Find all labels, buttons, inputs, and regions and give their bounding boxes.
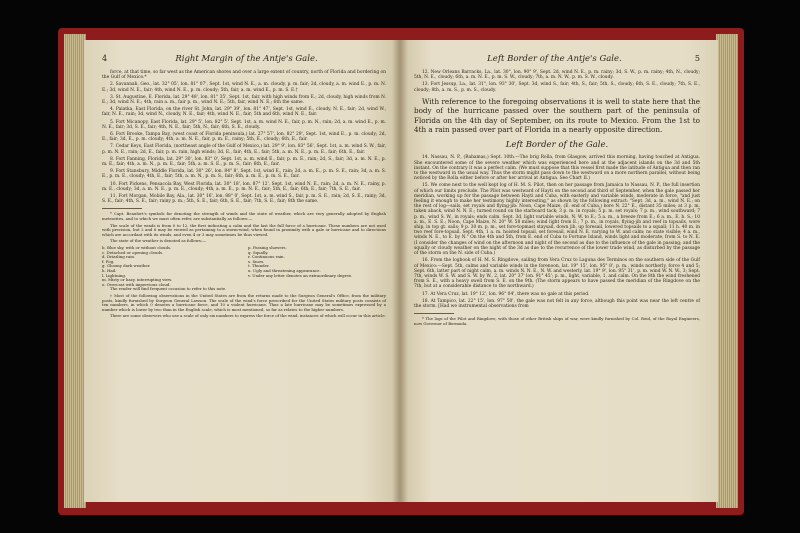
right-body-top [414,70,700,93]
symbol-item: c. Detached or opening clouds. [102,249,164,255]
left-page-number: 4 [102,54,108,63]
symbol-item: v. Under any letter denotes an extraordinary degree. [248,272,353,278]
paragraph: 17. At Vera Cruz, lat. 19° 12', lon. 96° 04', there was no gale at this period. [422,291,590,297]
footnote-intro: * Capt. Beaufort's symbols for denoting the strength of winds and the state of weather, which are very generally adopted by English meteorites, and to which we must often refer, are substantially as follows:— [102,211,386,222]
paragraph: force, at that time, so far west as the American shores and over a large extent of country, north of Florida and bordering on the Gulf of Mexico.* [102,70,387,81]
right-running-title: Left Border of the Antje's Gale. [487,54,622,64]
paragraph: 18. At Tampico, lat. 22° 15', lon. 97° 50', the gale was not felt in any force, although this point was near the left centre of the storm. [Had we instrumental observations from [414,298,700,309]
symbol-item: o. Overcast with impervious cloud. [102,281,171,287]
paragraph: 4. Palatka, East Florida, on the river St. John, lat. 29° 39', lon. 81° 47', Sept. 1st, wind E., cloudy, N. E., fair; 2d, wind W., fair, N. E., rain; 3d, wind N., cloudy, N. E., fair; 4th, wind N. E., fair; 5th and 6th, wind N. E., fair. [102,107,386,118]
footnote-reader-note: The reader will find frequent occasion to refer to this note. [110,286,227,292]
page-edges-right [716,34,738,508]
book-gutter [392,40,408,502]
symbol-item: r. Continuous rain. [248,254,285,260]
section-title: Left Border of the Gale. [505,140,609,151]
paragraph: 6. Fort Brooke, Tampa Bay, (west coast of Florida peninsula,) lat. 27° 57', lon. 82° 29', Sept. 1st, wind E., p. m. cloudy; 2d, E., fair; 3d, E., p. m. cloudy; 4th, a. m. N. E., fair, p. m. E., rainy; 5th, E., cloudy; 6th, E., fair. [102,132,386,143]
symbol-item: t. Thunder. [248,263,270,269]
page-edges-left [64,34,86,508]
paragraph: 7. Cedar Keys, East Florida, (northeast angle of the Gulf of Mexico,) lat. 29° 9', lon. 83° 56', Sept. 1st, a. m. wind S. W., fair, p. m. N. E., rain; 2d, E., fair, p. m. rain, high winds; 3d, E., fair; 4th, E., fair; 5th, a. m. N. E., p. m. E., fair; 6th, E., fair. [102,144,386,155]
left-body [102,70,386,204]
footnote-scale-note: The scale of the winds is from 0 to 12, the first indicating a calm and the last the full force of a hurricane. These numbers are not used with precision, but 2 and 6 may be viewed as pertaining to a storm-wind, when found in proximity with a gale or hurricane and to directions which are accordant with its winds, and even 4 or 3 may sometimes be thus viewed. [102,222,386,237]
footnote-dagger: † Most of the following observations in the United States are from the returns made to the Surgeon General's Office, from the military posts, kindly furnished by Surgeon General Lawson. The scale of the wind's force prescribed for the United States military posts consists of ten numbers, in which 0 denotes a hurricane force, and 10 a violent hurricane. Thus a late hurricane may be sometimes expressed by a number which is lower by two than in the English scale, which is most mentioned, so far as relates to the higher numbers. [102,292,386,312]
paragraph: 16. From the logbook of H. M. S. Ringdove, sailing from Vera Cruz to Laguna des Terminos on the southern side of the Gulf of Mexico:—Sept. 5th, calms and variable winds in the forenoon, lat. 19° 15', lon. 95° 8', p. m., winds northerly, force 4 and 5; Sept. 6th, latter part of night calm, a. m. winds N. N. E., N. W. and westerly, lat. 19° 9', lon. 95° 31', p. m. wind W. N. W., 3; Sept. 7th, winds W. S. W. and S. W. by W., 2, lat. 20° 37' lon. 91° 45'; p. m., light, variable, 1, and calm. On the 8th the wind freshened from S. E., with a heavy swell from S. E. on the 9th. (The storm appears to have passed the meridian of the Ringdove on the 7th, but at a considerable distance to the northward.) [414,258,701,290]
right-footnote: * The logs of the Pilot and Ringdove, with those of other British ships of war, were kindly furnished by Col. Reid, of the Royal Engineers, now Governor of Bermuda. [414,316,700,326]
symbol-item: m. Misty or hazy, interrupting view. [102,277,173,283]
symbol-item: s. Snow. [248,258,265,264]
right-page-number: 5 [694,54,700,63]
symbol-item: g. Gloomy dark weather. [102,263,151,269]
footnote-symbols-intro: The state of the weather is denoted as follows:— [110,238,207,244]
symbol-item: d. Drizzling rain. [102,254,136,260]
left-running-title: Right Margin of the Antje's Gale. [175,54,318,64]
symbol-item: q. Squally. [248,249,269,255]
left-running-head [102,54,386,64]
symbol-item: f. Fog. [102,258,115,264]
symbol-item: p. Passing showers. [248,245,287,251]
weather-symbols [102,246,386,287]
paragraph: 8. Fort Fanning, Florida, lat. 29° 30', lon. 83° 0', Sept. 1st, a. m. wind E., fair, p. m. E., rain; 2d, S., fair; 3d, a. m. N. E., p. m. E., fair; 4th, a. m. N., p. m. E., fair; 5th, a. m. S. E., p. m. S., fair; 6th, E., fair. [102,156,386,168]
symbol-item: u. Ugly and threatening appearance. [248,268,321,273]
symbol-item: l. Lightning. [102,272,127,278]
paragraph: 12. New Orleans Barracks, La., lat. 30°, lon. 90° 9', Sept. 2d, wind N. E., p. m. rainy; 3d, S. W., p. m. rainy; 4th, N., cloudy; 5th, N. E., cloudy; 6th, a. m. N. E., p. m. S. W., cloudy; 7th, a. m. N. W., p. m. S. W., cloudy. [414,70,700,81]
footnote-last: There are some observers who use a scale of only six numbers to express the force of the wind, instances of which will occur in this article. [110,313,386,319]
paragraph: 14. Nassau, N. P., (Bahamas,) Sept. 10th.—The brig Rolla, from Glasgow, arrived this morning, having touched at Antigua. She encountered some of the severe weather which was experienced here and at the adjacent islands on the 3d and 5th instant. On the contrary it was a perfect calm. (We must suppose that this vessel first made the latitude of Antigua and then ran to the westward in the usual way. Thus the storm might pass down to the westward on a more northern parallel, without being noticed by the Rolla either before or after her arrival at Antigua. See Chart II.) [414,155,700,182]
left-page [84,40,400,502]
symbol-item: b. Blue sky, with or without clouds. [102,245,172,251]
highlight-paragraph: With reference to the foregoing observations it is well to state here that the body of the hurricane passed over the southern part of the peninsula of Florida on the 4th day of September, on its route to Mexico. From the 1st to 4th a rain passed over part of Florida in a nearly opposite direction. [414,96,700,135]
paragraph: 15. We come next to the well kept log of H. M. S. Pilot, then on her passage from Jamaica to Nassau, N. P., the full insertion of which our limits preclude. The Pilot was westward of Hayti on the second and third of September, when the gale passed her meridian, working up for the passage between Hayti and Cuba, with easterly and variable winds, moderate in force, "and just feeling it enough to make her testimony highly interesting," as shown by the following extract: "Sept. 3d, a. m., wind N. E.; on the rest of log—sails, set royals and flying-jib: Noon, Cape Maize, (E. end of Cuba,) bore N. 22° E., distant 35 miles; at 3 p. m. taken aback, wind N. N. E.; turned round on the starboard tack; 3 p. m. in royals; 5 p. m. set royals; 7 p. m., wind southward; 7 p. m., wind S. W., in royals; ends calm. Sept. 3d, light variable winds, N. W. to E.; 5 a. m., a breeze from E.; 6 a. m., E. b. S.; 10 a. m., E. S. E.; Noon, Cape Maize, N. 20° W. 58 miles; wind light from E.; 7 p. m., in royals, flying-jib and reef in topsails, wore ship, in top gt. sails; 9 p. 30 m. p. m., set fore-topmast staysail, down jib, up foresail, lowered topsails to a squall; 11 h. 40 m. in two reef fore-topsail. Sept. 4th, 1 a. m. hoisted topsail, set foresail, wind N. E. varying to W. and calm; no state visible; 4 a. m., winds N. E., to E. by N." On the 4th and 5th, from E. end of Cuba to Fortune Island, winds light and moderate, from S. to N. E. (I consider the changes of wind on the afternoon and night of the second as due to the influence of the gale in passing; and the squally or cloudy weather on the night of the 3d as due to the recurrence of the lower trade wind, as disturbed by the passage of the storm on the N. side of Cuba.) [414,183,700,257]
paragraph: 10. Fort Pickens, Pensacola Bay, West Florida, lat. 30° 18', lon. 87° 12', Sept. 1st, wind N. E., rain; 2d, a. m. N. E., rainy, p. m. E., cloudy; 3d, a. m. N. E., p. m. E., cloudy; 4th, a. m. E., p. m. N. E., fair; 5th, E., fair; 6th, E., fair; 7th, S. E., fair. [102,181,386,192]
footnote-rule [102,208,142,209]
symbols-column-right [248,246,386,287]
right-running-head [414,54,700,64]
right-body-bottom [414,155,700,309]
footnote-rule [414,313,454,314]
paragraph: 13. Fort Jessup, La., lat. 31°, lon. 93° 30', Sept. 3d, wind S., fair; 4th, S., fair; 5th, S., cloudy; 6th, S. E., cloudy; 7th, S. E., cloudy; 8th, a. m. S., p. m. S., cloudy. [414,82,700,93]
paragraph: 2. Savannah, Geo., lat. 32° 05', lon. 81° 07', Sept. 1st, wind N. E., a. m. cloudy, p. m. fair; 2d, cloudy, a. m. wind E., p. m. N. E.; 3d, wind N. E., fair; 4th, wind N. E., p. m. cloudy; 5th, fair, a. m. wind E., p. m. S. E.† [102,82,386,93]
left-footnote [102,212,386,318]
paragraph: 5. Fort Micanopy, East Florida, lat. 29° 5', lon. 82° 5', Sept. 1st, a. m. wind N. E., fair, p. m. N., rain; 2d, a. m. wind E., p. m. N. E., fair; 3d, S. E., fair; 4th, N. E., fair; 5th, N., fair; 6th, S. E., cloudy. [102,119,386,130]
symbols-column-left [102,246,240,287]
paragraph: 3. St. Augustine, E. Florida, lat. 29° 48', lon. 81° 35', Sept. 1st, fair, with high winds from E.; 2d, cloudy, high winds from N. E.; 3d, wind N. E.; 4th, rain a. m., fair p. m., wind N. E.; 5th, fair, wind N. E.; 6th the same. [102,94,386,106]
symbol-item: h. Hail. [102,268,117,273]
right-page [400,40,718,502]
paragraph: 9. Fort Stansbury, Middle Florida, lat. 30° 26', lon. 84° 8', Sept. 1st, wind E., rain; 2d, a. m. E., p. m. S. E., rain; 3d, a. m. S. E., p. m. E., cloudy; 4th, E., fair; 5th, a. m. N., p. m. S., fair; 6th, a. m. E., p. m. S. E., fair. [102,169,386,180]
paragraph: 11. Fort Morgan, Mobile Bay, Ala., lat. 30° 16', lon. 88° 0', Sept. 1st, a. m. wind S., fair, p. m. S. E., rain; 2d, S. E., rainy; 3d, S. E., fair; 4th, S. E., fair; rainy p. m.; 5th, S. E., fair; 6th, S. E., fair; 7th, S. E., fair; 8th the same. [102,194,386,205]
